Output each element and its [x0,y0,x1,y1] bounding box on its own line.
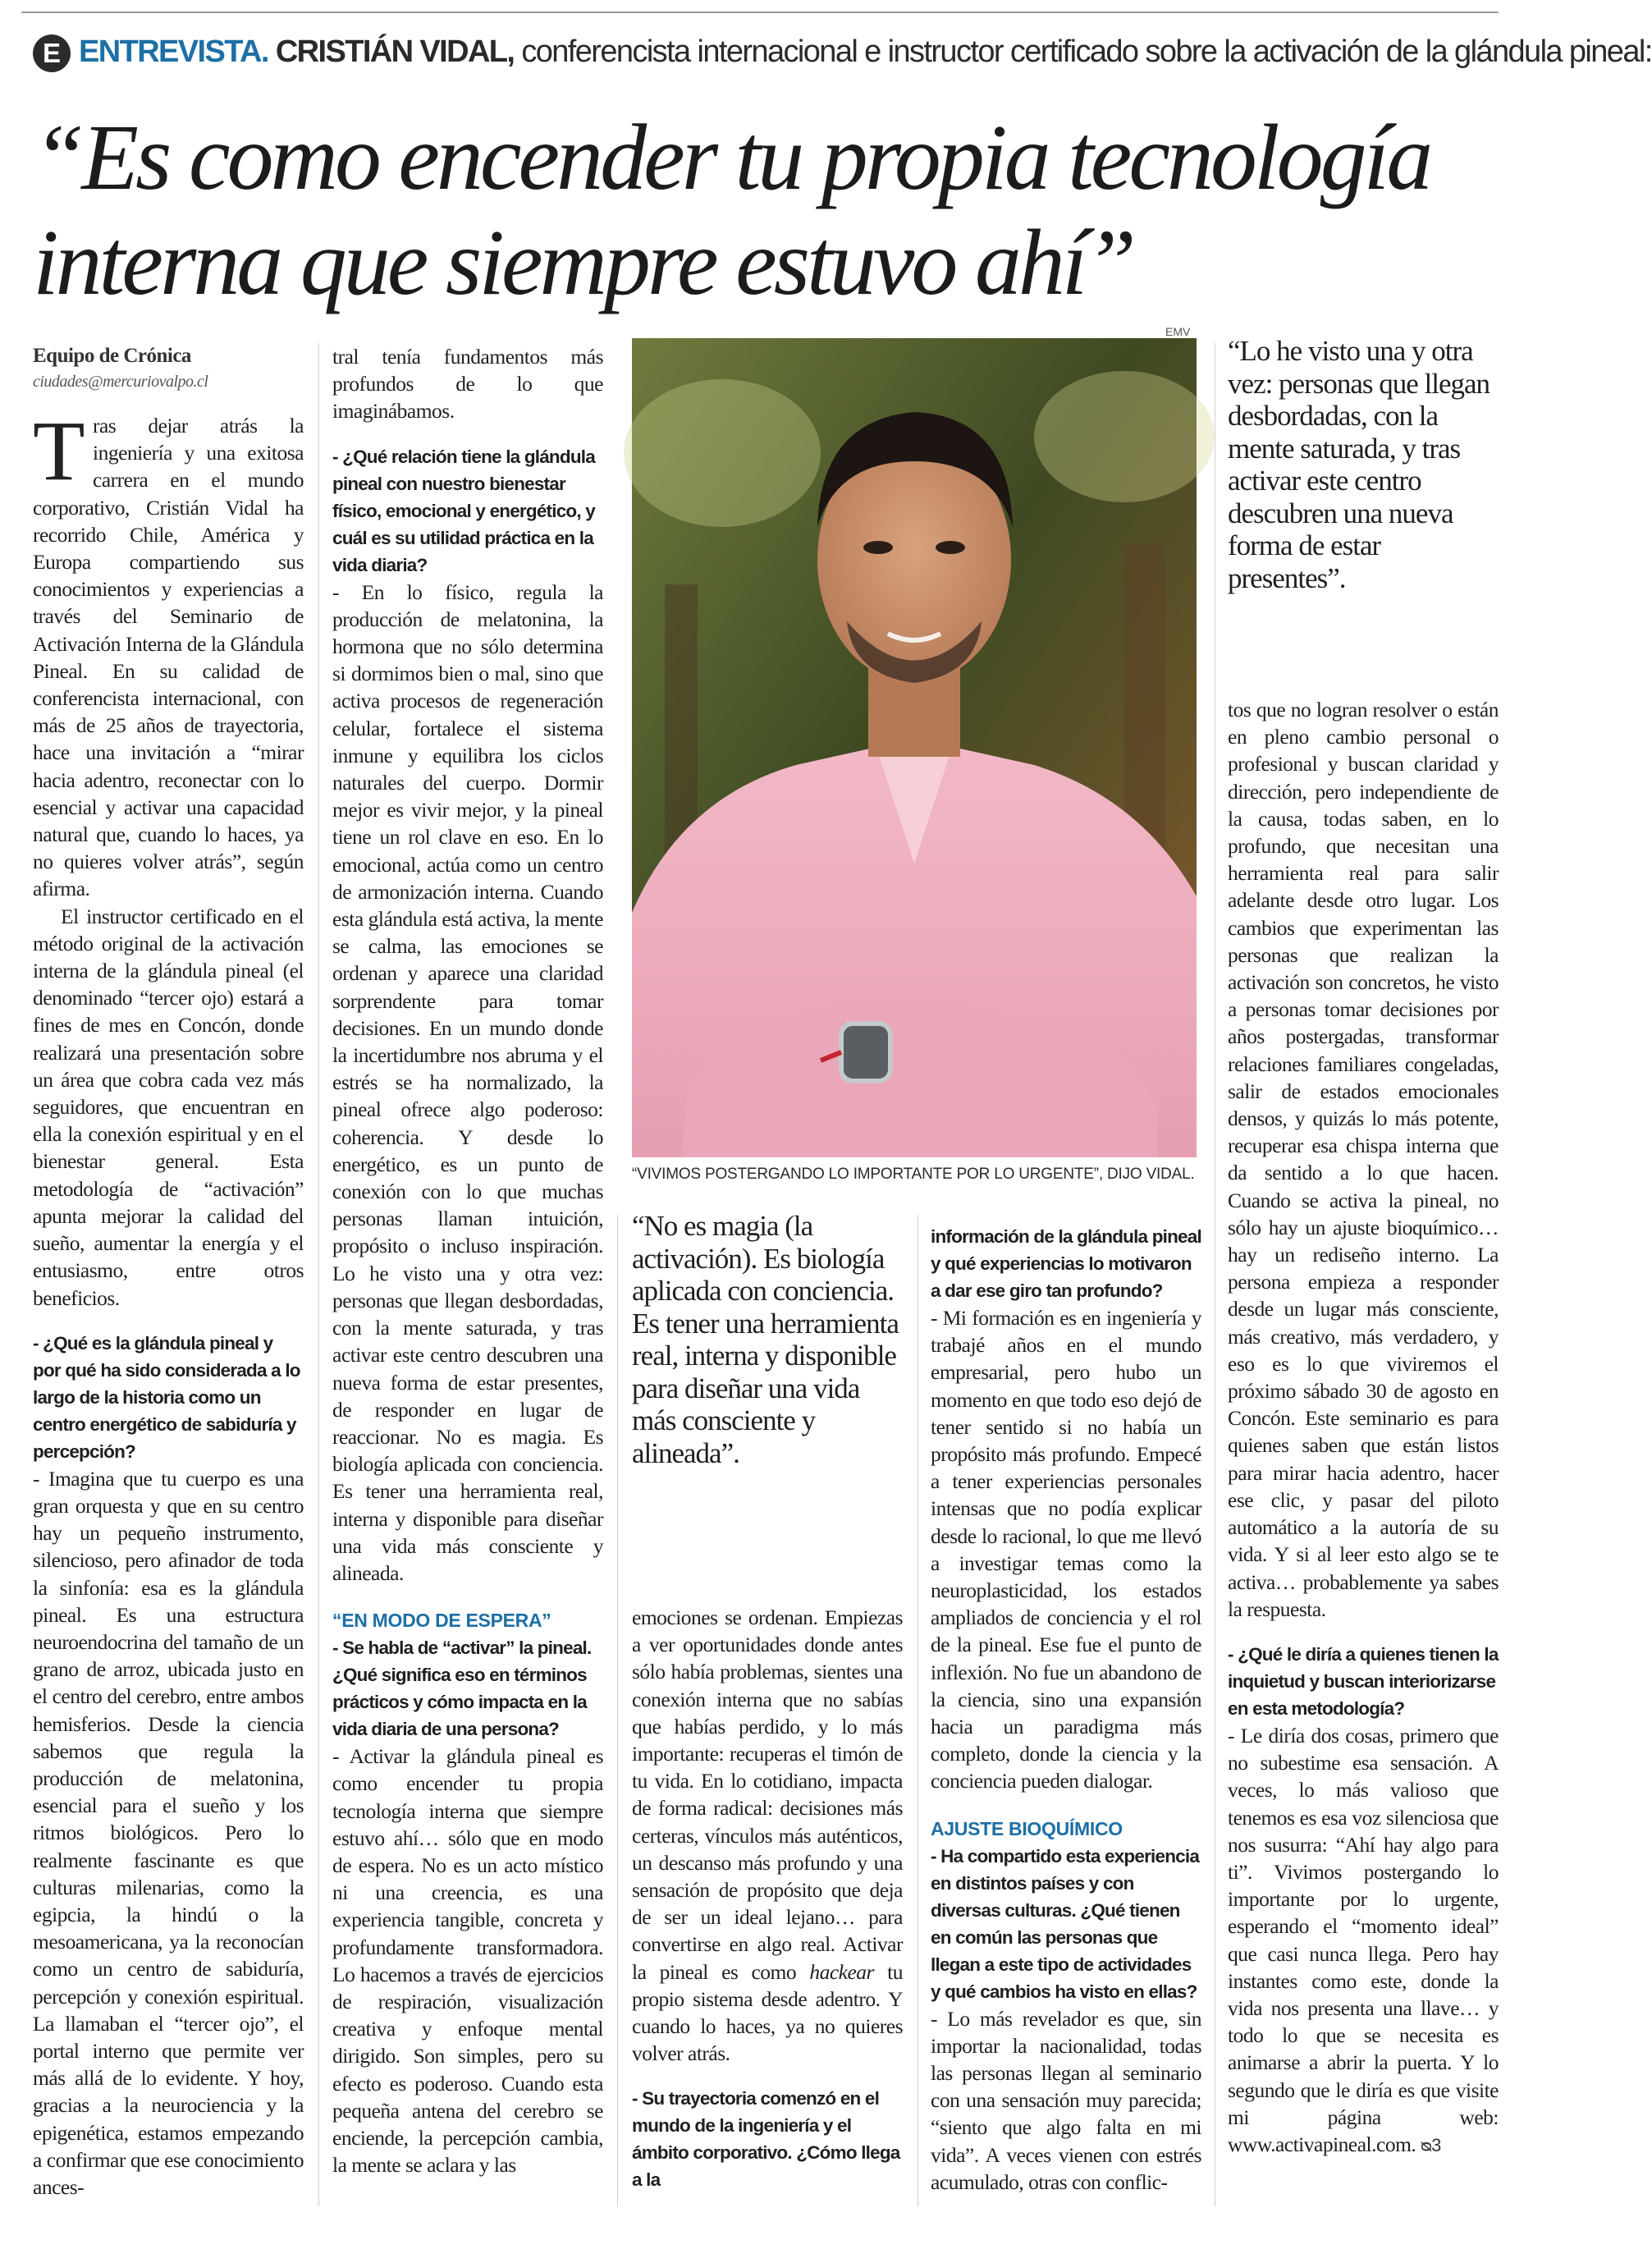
kicker-description: conferencista internacional e instructor certificado sobre la activación de la glándula pineal: [521,34,1652,70]
column-2 [332,343,603,2178]
answer-text: - Le diría dos cosas, primero que no subestime esa sensación. A veces, lo más valioso que tenemos es esa voz silenciosa que nos susurra: “Ahí hay algo para ti”. Vivimos postergando lo importante por lo urgente, esperando el “momento ideal” que casi nunca llega. Pero hay instantes como este, donde la vida nos presenta una llave… y todo lo que se necesita es animarse a abrir la puerta. Y lo segundo que le diría es que visite mi página web: [1228,1723,1499,2129]
question: - ¿Qué le diría a quienes tienen la inquietud y buscan interiorizarse en esta metodología? [1228,1643,1499,1719]
lead-paragraph [33,404,304,903]
question: - ¿Qué es la glándula pineal y por qué ha sido considerada a lo largo de la historia como un centro energético de sabiduría y percepción? [33,1332,300,1462]
byline-author: Equipo de Crónica [33,345,191,367]
question: información de la glándula pineal y qué experiencias lo motivaron a dar ese giro tan profundo? [931,1226,1201,1301]
photo-caption: “VIVIMOS POSTERGANDO LO IMPORTANTE POR LO URGENTE”, DIJO VIDAL. [632,1166,1195,1183]
paragraph: tral tenía fundamentos más profundos de lo que imaginábamos. [332,345,603,424]
paragraph-text: emociones se ordenan. Empiezas a ver oportunidades donde antes sólo había problemas, sientes una conexión interna que no sabías que habías perdido, y lo más importante: recuperas el timón de tu vida. En lo cotidiano, impacta de forma radical: decisiones más certeras, vínculos más auténticos, un descanso más profundo y una sensación de propósito que deja de ser un ideal lejano… para convertirse en algo real. Activar la pineal es como [632,1605,903,1984]
drop-cap: T [33,404,85,498]
column-1 [33,343,304,2201]
section-heading: AJUSTE BIOQUÍMICO [931,1817,1123,1839]
pull-quote-middle: “No es magia (la activación). Es biología aplicada con conciencia. Es tener una herramienta real, interna y disponible para diseñar una vida más consciente y alineada”. [632,1210,899,1469]
lead-text: ras dejar atrás la ingeniería y una exitosa carrera en el mundo corporativo, Cristián Vidal ha recorrido Chile, América y Europa compartiendo sus conocimientos y experiencias a través del Seminario de Activación Interna de la Glándula Pineal. En su calidad de conferencista internacional, con más de 25 años de trayectoria, hace una invitación a “mirar hacia adentro, reconectar con lo esencial y activar una capacidad natural que, cuando lo haces, ya no quieres volver atrás”, según afirma. [33,414,304,901]
website-link[interactable]: www.activapineal.com. [1228,2132,1416,2156]
byline-email[interactable]: ciudades@mercuriovalpo.cl [33,373,208,391]
question: - Ha compartido esta experiencia en distintos países y con diversas culturas. ¿Qué tienen en común las personas que llegan a este tipo de actividades y qué cambios ha visto en ellas? [931,1845,1200,2002]
section-badge: E [33,34,71,72]
photo-credit: EMV [1165,325,1191,338]
answer: - Imagina que tu cuerpo es una gran orquesta y que en su centro hay un pequeño instrumento, silencioso, pero afinador de toda la sinfonía: esa es la glándula pineal. Es una estructura neuroendocrina del tamaño de un grano de arroz, ubicada justo en el centro del cerebro, entre ambos hemisferios. Desde la ciencia sabemos que regula la producción de melatonina, esencial para el sueño y los ritmos biológicos. Pero lo realmente fascinante es que culturas milenarias, como la egipcia, la hindú o la mesoamericana, ya la reconocían como un centro de sabiduría, percepción y conexión espiritual. La llamaban el “tercer ojo”, el portal interno que permite ver más allá de lo evidente. Y hoy, gracias a la neurociencia y la epigenética, estamos empezando a confirmar que ese conocimiento ances- [33,1466,304,2199]
kicker-label: ENTREVISTA. [79,34,268,70]
column-divider [318,343,319,2206]
paragraph-text: tu propio sistema desde adentro. Y cuando lo haces, ya no quieres volver atrás. [632,1959,904,2066]
question: - ¿Qué relación tiene la glándula pineal con nuestro bienestar físico, emocional y energético, y cuál es su utilidad práctica en la vida diaria? [332,446,595,575]
column-3 [632,1604,903,2193]
pull-quote-right: “Lo he visto una y otra vez: personas que llegan desbordadas, con la mente saturada, y tras activar este centro descubren una nueva forma de estar presentes”. [1228,335,1490,594]
portrait-illustration [632,338,1197,1157]
answer: - Lo más revelador es que, sin importar la nacionalidad, todas las personas llegan al seminario con una sensación muy parecida; “siento que algo falta en mi vida”. A veces vienen con estrés acumulado, otras con conflic- [931,2006,1201,2194]
question: - Se habla de “activar” la pineal. ¿Qué significa eso en términos prácticos y cómo impacta en la vida diaria de una persona? [332,1638,592,1740]
section-heading: “EN MODO DE ESPERA” [332,1610,551,1632]
column-5 [1228,696,1499,2159]
kicker-name: CRISTIÁN VIDAL, [275,34,515,70]
headline: “Es como encender tu propia tecnología interna que siempre estuvo ahí” [33,105,1430,314]
answer: - Activar la glándula pineal es como encender tu propia tecnología interna que siempre estuvo ahí… sólo que en modo de espera. No es un acto místico ni una creencia, es una experiencia tangible, concreta y profundamente transformadora. Lo hacemos a través de ejercicios de respiración, visualización creativa y enfoque mental dirigido. Son simples, pero su efecto es poderoso. Cuando esta pequeña antena del cerebro se enciende, la percepción cambia, la mente se aclara y las [332,1744,603,2178]
column-divider [617,1215,618,2206]
article-kicker [33,34,1652,72]
question: - Su trayectoria comenzó en el mundo de la ingeniería y el ámbito corporativo. ¿Cómo llega a la [632,2088,900,2191]
italic-word: hackear [809,1959,874,1984]
portrait-photo [632,338,1197,1157]
answer: - Mi formación es en ingeniería y trabajé años en el mundo empresarial, pero hubo un momento en que todo eso dejó de tener sentido si no había un propósito más profundo. Empecé a tener experiencias personales intensas que no podía explicar desde lo racional, lo que me llevó a investigar temas como la neuroplasticidad, los estados ampliados de conciencia y el rol de la pineal. Ese fue el punto de inflexión. No fue un abandono de la ciencia, sino una expansión hacia un paradigma más completo, donde la ciencia y la conciencia pueden dialogar. [931,1306,1201,1793]
answer: - En lo físico, regula la producción de melatonina, la hormona que no sólo determina si dormimos bien o mal, sino que activa procesos de regeneración celular, fortalece el sistema inmune y equilibra los ciclos naturales del cuerpo. Dormir mejor es vivir mejor, y la pineal tiene un rol clave en eso. En lo emocional, actúa como un centro de armonización interna. Cuando esta glándula está activa, la mente se calma, las emociones se ordenan y aparece una claridad sorprendente para tomar decisiones. En un mundo donde la incertidumbre nos abruma y el estrés se ha normalizado, la pineal ofrece algo poderoso: coherencia. Y desde lo energético, es un punto de conexión con lo que muchas personas llaman intuición, propósito o incluso inspiración. Lo he visto una y otra vez: personas que llegan desbordadas, con la mente saturada, y tras activar este centro descubren una nueva forma de estar presentes, de responder en lugar de reaccionar. No es magia. Es biología aplicada con conciencia. Es tener una herramienta real, interna y disponible para diseñar una vida más consciente y alineada. [332,579,603,1585]
top-rule [21,11,1499,13]
end-mark: ᴓ3 [1421,2134,1441,2155]
column-4 [931,1223,1201,2196]
paragraph: tos que no logran resolver o están en pleno cambio personal o profesional y buscan claridad y dirección, pero independiente de la causa, todas saben, en lo profundo, que necesitan una herramienta real para salir adelante desde otro lugar. Los cambios que experimentan las personas que realizan la activación son concretos, he visto a personas tomar decisiones por años postergadas, transformar relaciones familiares congeladas, salir de estados emocionales densos, y quizás lo más potente, recuperar esa chispa interna que da sentido a lo que hacen. Cuando se activa la pineal, no sólo hay un ajuste bioquímico… hay un rediseño interno. La persona empieza a responder desde un lugar más consciente, más creativo, más verdadero, y eso es lo que viviremos el próximo sábado 30 de agosto en Concón. Este seminario es para quienes saben que están listos para mirar hacia adentro, hacer ese clic, y pasar del piloto automático a la autoría de su vida. Y si al leer esto algo se te activa… probablemente ya sabes la respuesta. [1228,698,1499,1621]
paragraph: El instructor certificado en el método original de la activación interna de la glándula pineal (el denominado “tercer ojo) estará a fines de mes en Concón, donde realizará una presentación sobre un área que cobra cada vez más seguidores, que encuentran en ella la conexión espiritual y en el bienestar general. Esta metodología de “activación” apunta mejorar la calidad del sueño, aumentar la energía y el entusiasmo, entre otros beneficios. [33,904,304,1310]
answer [1228,1722,1499,2159]
paragraph [632,1604,903,2067]
